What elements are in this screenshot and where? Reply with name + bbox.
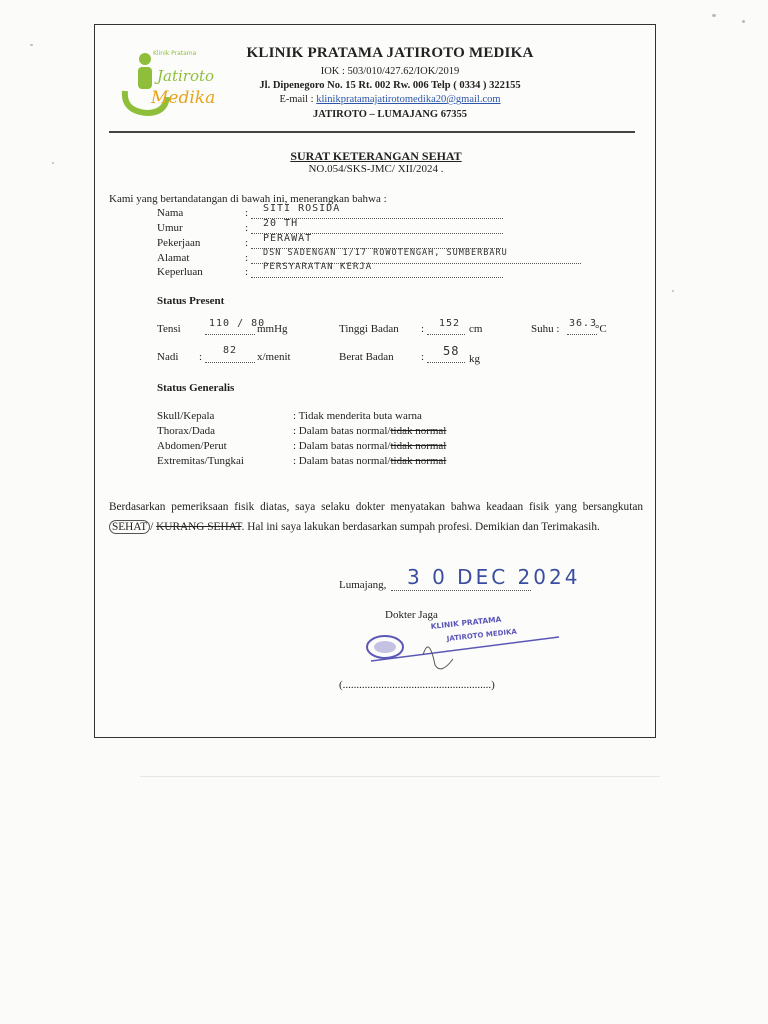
svg-text:Medika: Medika (151, 88, 216, 108)
colon: : (245, 207, 249, 219)
identity-label-alamat: Alamat (157, 252, 190, 264)
generalis-value: : Tidak menderita buta warna (293, 410, 422, 422)
header-divider (109, 131, 635, 133)
tensi-label: Tensi (157, 323, 181, 335)
svg-text:JATIROTO MEDIKA: JATIROTO MEDIKA (446, 627, 518, 643)
berat-value: 58 (443, 344, 460, 358)
email-label: E-mail : (279, 94, 314, 105)
identity-value-umur: 20 TH (263, 218, 299, 229)
clinic-address: Jl. Dipenegoro No. 15 Rt. 002 Rw. 006 Telp ( 0334 ) 322155 (259, 80, 521, 91)
colon: : (245, 222, 249, 234)
colon: : (421, 323, 425, 335)
signature-line: (......................................................) (339, 679, 495, 691)
berat-label: Berat Badan (339, 351, 394, 363)
generalis-label: Thorax/Dada (157, 425, 216, 437)
clinic-logo (117, 45, 216, 119)
identity-label-pekerjaan: Pekerjaan (157, 237, 201, 249)
berat-unit: kg (469, 353, 480, 365)
identity-value-keperluan: PERSYARATAN KERJA (263, 262, 373, 272)
tinggi-unit: cm (469, 323, 483, 335)
tensi-value: 110 / 80 (209, 318, 266, 329)
paper-speck (742, 20, 745, 23)
tinggi-label: Tinggi Badan (339, 323, 399, 335)
nadi-value: 82 (223, 345, 238, 356)
identity-label-umur: Umur (157, 222, 183, 234)
health-certificate (94, 24, 656, 738)
clinic-license: IOK : 503/010/427.62/IOK/2019 (320, 66, 460, 77)
svg-text:Jatiroto: Jatiroto (157, 67, 215, 85)
document-number: NO.054/SKS-JMC/ XII/2024 . (308, 163, 444, 175)
clinic-stamp (363, 615, 563, 685)
generalis-value: : Dalam batas normal/tidak normal (293, 425, 447, 437)
generalis-label: Skull/Kepala (157, 410, 215, 422)
identity-label-keperluan: Keperluan (157, 266, 203, 278)
nadi-unit: x/menit (257, 351, 291, 363)
status-present-heading: Status Present (157, 295, 225, 307)
date-stamp: 3 0 DEC 2024 (407, 565, 581, 589)
generalis-label: Abdomen/Perut (157, 440, 227, 452)
conclusion-paragraph: Berdasarkan pemeriksaan fisik diatas, saya selaku dokter menyatakan bahwa keadaan fisik yang bersangkutan SEHAT / KURANG SEHAT. Hal ini saya lakukan berdasarkan sumpah profesi. Demikian dan Terimakasih. (109, 501, 643, 533)
suhu-unit: °C (595, 323, 607, 335)
clinic-city: JATIROTO – LUMAJANG 67355 (313, 109, 467, 120)
kurang-sehat-option: KURANG SEHAT (156, 521, 242, 533)
colon: : (199, 351, 203, 363)
colon: : (245, 266, 249, 278)
identity-label-nama: Nama (157, 207, 184, 219)
paper-speck (712, 14, 716, 17)
identity-value-pekerjaan: PERAWAT (263, 233, 313, 244)
nadi-label: Nadi (157, 351, 179, 363)
generalis-value: : Dalam batas normal/tidak normal (293, 440, 447, 452)
colon: : (245, 237, 249, 249)
paper-speck (52, 162, 54, 164)
svg-text:KLINIK PRATAMA: KLINIK PRATAMA (430, 614, 502, 631)
clinic-email-link[interactable]: klinikpratamajatirotomedika20@gmail.com (316, 94, 501, 105)
status-generalis-heading: Status Generalis (157, 382, 235, 394)
clinic-email-line (195, 94, 585, 105)
generalis-value: : Dalam batas normal/tidak normal (293, 455, 447, 467)
colon: : (421, 351, 425, 363)
scan-edge (140, 776, 660, 777)
suhu-label: Suhu : (531, 323, 560, 335)
document-title: SURAT KETERANGAN SEHAT (290, 149, 462, 163)
svg-text:Klinik Pratama: Klinik Pratama (153, 50, 197, 57)
sehat-option: SEHAT (109, 520, 150, 534)
suhu-value: 36.3 (569, 318, 598, 329)
colon: : (245, 252, 249, 264)
paper-speck (30, 44, 33, 46)
clinic-name: KLINIK PRATAMA JATIROTO MEDIKA (246, 45, 534, 61)
intro-text: Kami yang bertandatangan di bawah ini, menerangkan bahwa : (109, 193, 387, 205)
identity-value-nama: SITI ROSIDA (263, 203, 341, 214)
paper-speck (672, 290, 674, 292)
generalis-label: Extremitas/Tungkai (157, 455, 244, 467)
tinggi-value: 152 (439, 318, 461, 329)
tensi-unit: mmHg (257, 323, 288, 335)
place-label: Lumajang, (339, 579, 387, 591)
doctor-label: Dokter Jaga (385, 609, 438, 621)
identity-value-alamat: DSN SADENGAN 1/17 ROWOTENGAH, SUMBERBARU (263, 248, 508, 258)
